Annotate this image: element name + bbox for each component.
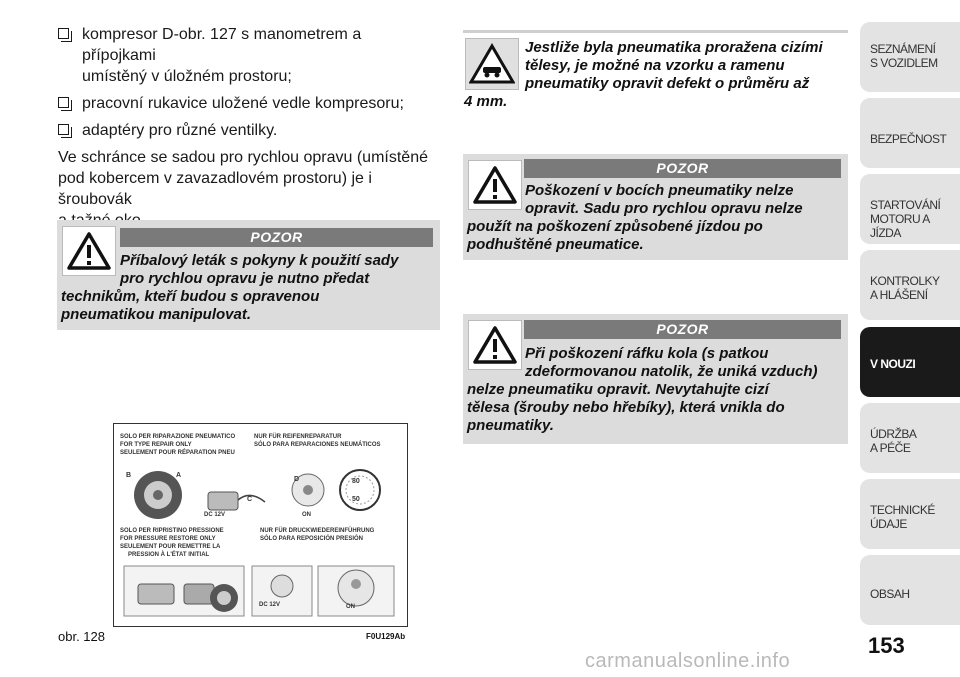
page-number: 153 <box>868 633 905 658</box>
pozor-header: POZOR <box>120 228 433 247</box>
checkbox-bullet-icon <box>58 28 69 39</box>
tab-obsah[interactable]: OBSAH <box>860 555 960 625</box>
pressure-restore-illustration <box>120 562 400 620</box>
pozor-header: POZOR <box>524 159 841 178</box>
warning-triangle-icon <box>468 160 522 210</box>
tab-kontrolky[interactable]: KONTROLKY A HLÁŠENÍ <box>860 250 960 320</box>
warning-triangle-icon <box>62 226 116 276</box>
repair-kit-label-figure: SOLO PER RIPARAZIONE PNEUMATICO FOR TYPE REPAIR ONLY SEULEMENT POUR RÉPARATION PNEU NUR FÜR REIFENREPARATUR SÓLO PARA REPARACIONES NEUMÁTICOS A B C D 80 50 DC 12V ON SOLO PER RIPRISTINO PRESSIONE FOR PRESSURE RESTORE ONLY SEULEMENT POUR REMETTRE LA PRESSION À L'ÉTAT INITIAL NUR FÜR DRUCKWIEDEREINFÜHRUNG SÓLO PARA REPOSICIÓN PRESIÓN DC 12V ON <box>113 423 408 627</box>
watermark: carmanualsonline.info <box>585 650 791 672</box>
column-rule <box>463 30 848 33</box>
bullet-item: adaptéry pro různé ventilky. <box>58 120 438 141</box>
checkbox-bullet-icon <box>58 124 69 135</box>
pozor-header: POZOR <box>524 320 841 339</box>
warning-box-sidewall: POZOR Poškození v bocích pneumatiky nelze opravit. Sadu pro rychlou opravu nelze použít na poškození způsobené jízdou po podhuštěné pneumatice. <box>463 154 848 260</box>
tab-udrzba[interactable]: ÚDRŽBA A PÉČE <box>860 403 960 473</box>
tab-seznameni[interactable]: SEZNÁMENÍ S VOZIDLEM <box>860 22 960 92</box>
intro-text <box>58 24 438 231</box>
repair-steps-illustration <box>120 460 400 522</box>
figure-caption: obr. 128 <box>58 629 105 644</box>
warning-text: Příbalový leták s pokyny k použití sady <box>120 252 399 269</box>
bullet-item: pracovní rukavice uložené vedle kompresoru; <box>58 93 438 114</box>
tab-bezpecnost[interactable]: BEZPEČNOST <box>860 98 960 168</box>
tab-v-nouzi[interactable]: V NOUZI <box>860 327 960 397</box>
paragraph: Ve schránce se sadou pro rychlou opravu (umístěné pod kobercem v zavazadlovém prostoru) je i šroubovák <box>58 149 428 208</box>
tab-technicke-udaje[interactable]: TECHNICKÉ ÚDAJE <box>860 479 960 549</box>
warning-box-leaflet: POZOR Příbalový leták s pokyny k použití sady pro rychlou opravu je nutno předat technikům, kteří budou s opravenou pneumatikou manipulovat. <box>57 220 440 330</box>
slippery-road-warning-icon <box>465 38 519 90</box>
warning-box-rim: POZOR Při poškození ráfku kola (s patkou zdeformovanou natolik, že uniká vzduch) nelze pneumatiku opravit. Nevytahujte cizí tělesa (šrouby nebo hřebíky), která vnikla do pneumatiky. <box>463 314 848 444</box>
checkbox-bullet-icon <box>58 97 69 108</box>
tab-startovani[interactable]: STARTOVÁNÍ MOTORU A JÍZDA <box>860 174 960 244</box>
figure-code: F0U129Ab <box>366 632 406 641</box>
intro-warning-text: Jestliže byla pneumatika proražena cizími tělesy, je možné na vzorku a ramenu pneumatiky opravit defekt o průměru až <box>525 39 823 92</box>
warning-triangle-icon <box>468 320 522 370</box>
bullet-item: kompresor D-obr. 127 s manometrem a přípojkami umístěný v úložném prostoru; <box>58 24 438 87</box>
